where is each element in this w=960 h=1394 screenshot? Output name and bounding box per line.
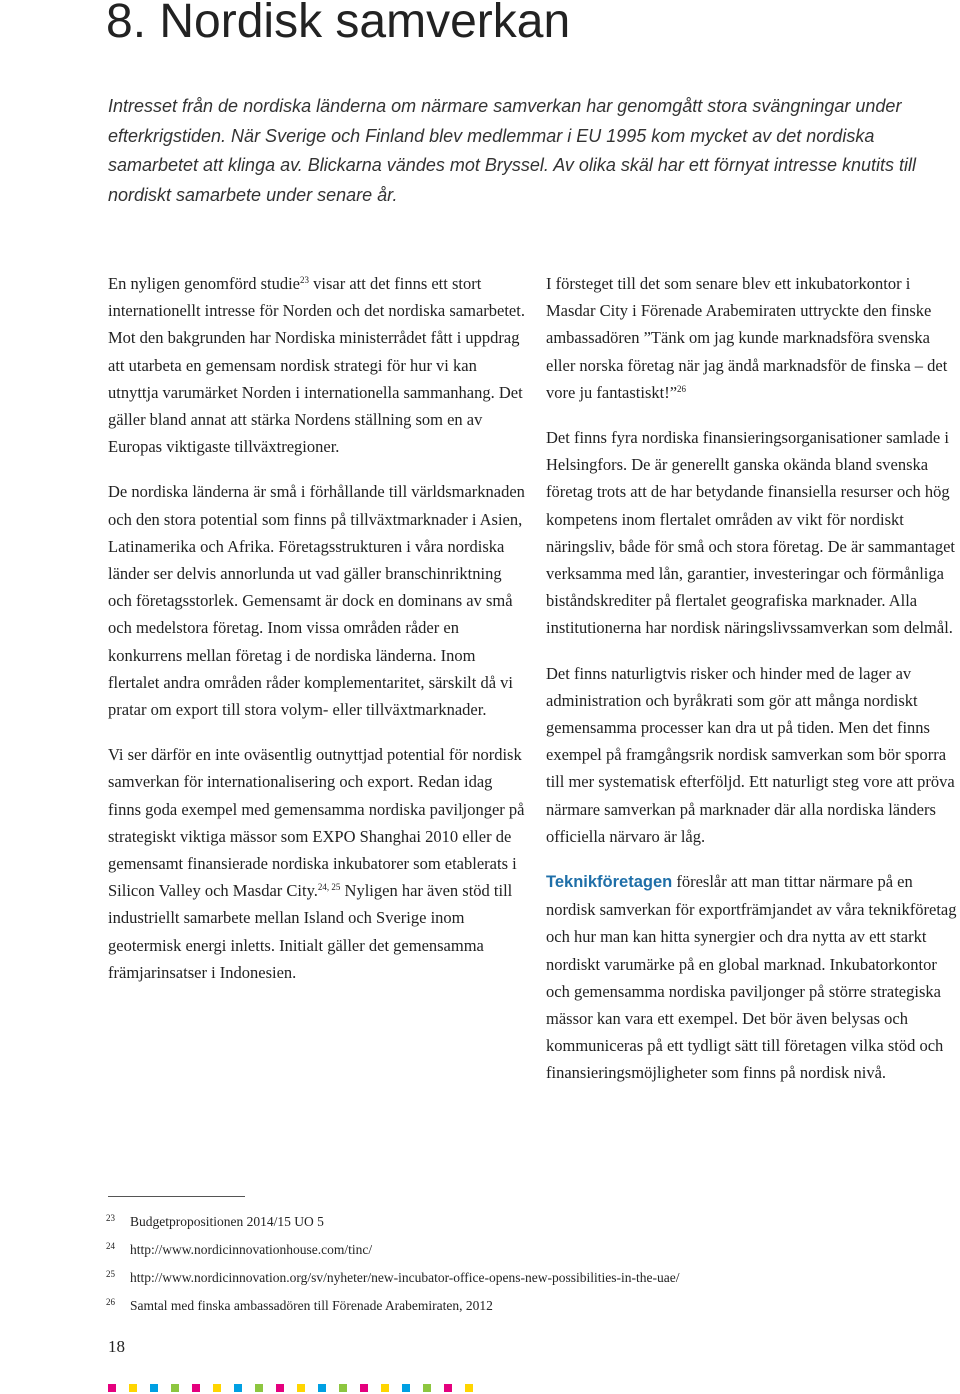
footnote-number: 25 (106, 1269, 115, 1279)
deco-square (318, 1384, 326, 1392)
deco-square (276, 1384, 284, 1392)
deco-square (108, 1384, 116, 1392)
footnote (106, 1262, 679, 1290)
deco-square (150, 1384, 158, 1392)
deco-square (465, 1384, 473, 1392)
footnote-number: 24 (106, 1241, 115, 1251)
deco-square (423, 1384, 431, 1392)
deco-square (339, 1384, 347, 1392)
footnote-link[interactable]: http://www.nordicinnovationhouse.com/tinc/ (130, 1242, 373, 1257)
footnote (106, 1206, 679, 1234)
footnote-number: 23 (106, 1213, 115, 1223)
right-paragraph-4: Teknikföretagen föreslår att man tittar närmare på en nordisk samverkan för exportfrämjandet av våra teknikföretag och hur man kan hitta synergier och dra nytta av ett starkt nordiskt varumärke på en global marknad. Inkubatorkontor och gemensamma nordiska paviljonger på större strategiska mässor kan vara ett exempel. Det bör även belysas och kommuniceras på ett tydligt sätt till företagen vilka stöd och finansieringsmöjligheter som finns på nordisk nivå. (546, 872, 957, 1083)
footnote-text: Budgetpropositionen 2014/15 UO 5 (130, 1214, 324, 1229)
footnote-divider (108, 1196, 245, 1197)
footnote (106, 1290, 679, 1318)
left-paragraph-2: De nordiska länderna är små i förhållande till världsmarknaden och den stora potential som finns på tillväxtmarknader i Asien, Latinamerika och Afrika. Företagsstrukturen i våra nordiska länder ser delvis annorlunda ut vad gäller branschinriktning och företagsstorlek. Gemensamt är dock en dominans av små och medelstora företag. Inom vissa områden råder en konkurrens mellan företag i de nordiska länderna. Inom flertalet andra områden råder komplementaritet, särskilt då vi pratar om export till stora volym- eller tillväxtmarknader. (108, 482, 525, 720)
deco-square (297, 1384, 305, 1392)
right-paragraph-2: Det finns fyra nordiska finansieringsorganisationer samlade i Helsingfors. De är generellt ganska okända bland svenska företag trots att de har betydande finansiella resurser och hög kompetens inom flertalet områden av vikt för nordiskt näringsliv, både för små och stora företag. De är sammantaget verksamma med lån, garantier, investeringar och förmånliga biståndskrediter på flertalet geografiska marknader. Alla institutionerna har nordisk näringslivssamverkan som delmål. (546, 428, 955, 638)
left-paragraph-1: En nyligen genomförd studie$^{23}$ visar att det finns ett stort internationellt intresse för Norden och det nordiska samarbetet. Mot den bakgrunden har Nordiska ministerrådet fått i uppdrag att utarbeta en gemensam nordisk strategi för hur vi kan utnyttja varumärket Norden i internationella sammanhang. Det gäller bland annat att stärka Nordens ställning som en av Europas viktigaste tillväxtregioner. (108, 274, 525, 457)
footnote-text: Samtal med finska ambassadören till Förenade Arabemiraten, 2012 (130, 1298, 493, 1313)
left-paragraph-3: Vi ser därför en inte oväsentlig outnyttjad potential för nordisk samverkan för internationalisering och export. Redan idag finns goda exempel med gemensamma nordiska paviljonger på strategiskt viktiga mässor som EXPO Shanghai 2010 eller de gemensamt finansierade nordiska inkubatorer som etablerats i Silicon Valley och Masdar City.$^{24, 25}$ Nyligen har även stöd till industriellt samarbete mellan Island och Sverige inom geotermisk energi inletts. Initialt gäller det gemensamma främjarinsatser i Indonesien. (108, 745, 525, 982)
chapter-title: 8. Nordisk samverkan (106, 0, 571, 48)
footnote-ref: 26 (677, 383, 687, 394)
footnote (106, 1234, 679, 1262)
footnote-ref: 23 (300, 275, 310, 285)
right-column (546, 270, 960, 1105)
deco-square (444, 1384, 452, 1392)
deco-square (360, 1384, 368, 1392)
left-column (108, 270, 528, 1004)
deco-square (213, 1384, 221, 1392)
deco-square (171, 1384, 179, 1392)
deco-square (192, 1384, 200, 1392)
deco-square (402, 1384, 410, 1392)
intro-paragraph: Intresset från de nordiska länderna om närmare samverkan har genomgått stora svängningar under efterkrigstiden. När Sverige och Finland blev medlemmar i EU 1995 kom mycket av det nordiska samarbetet att klinga av. Blickarna vändes mot Bryssel. Av olika skäl har ett förnyat intresse knutits till nordiskt samarbete under senare år. (108, 96, 917, 205)
deco-square (255, 1384, 263, 1392)
footnote-number: 26 (106, 1297, 115, 1307)
right-paragraph-1: I försteget till det som senare blev ett inkubatorkontor i Masdar City i Förenade Arabemiraten uttryckte den finske ambassadören ”Tänk om jag kunde marknadsföra svenska eller norska företag när jag ändå marknadsför de finska – det vore ju fantastiskt!”$^{26}$ (546, 274, 948, 402)
deco-square (381, 1384, 389, 1392)
page-number: 18 (108, 1337, 125, 1356)
brand-name: Teknikföretagen (546, 873, 673, 892)
footnote-link[interactable]: http://www.nordicinnovation.org/sv/nyheter/new-incubator-office-opens-new-possibilities-in-the-uae/ (130, 1270, 680, 1285)
deco-square (129, 1384, 137, 1392)
footnotes (106, 1206, 679, 1318)
deco-square (234, 1384, 242, 1392)
right-paragraph-3: Det finns naturligtvis risker och hinder med de lager av administration och byråkrati som gör att många nordiskt gemensamma processer kan dra ut på tiden. Men det finns exempel på framgångsrik nordisk samverkan som bör sporra till mer systematisk efterföljd. Ett naturligt steg vore att pröva närmare samverkan på marknader där alla nordiska länders officiella närvaro är låg. (546, 663, 955, 846)
footnote-ref: 24, 25 (317, 882, 341, 893)
